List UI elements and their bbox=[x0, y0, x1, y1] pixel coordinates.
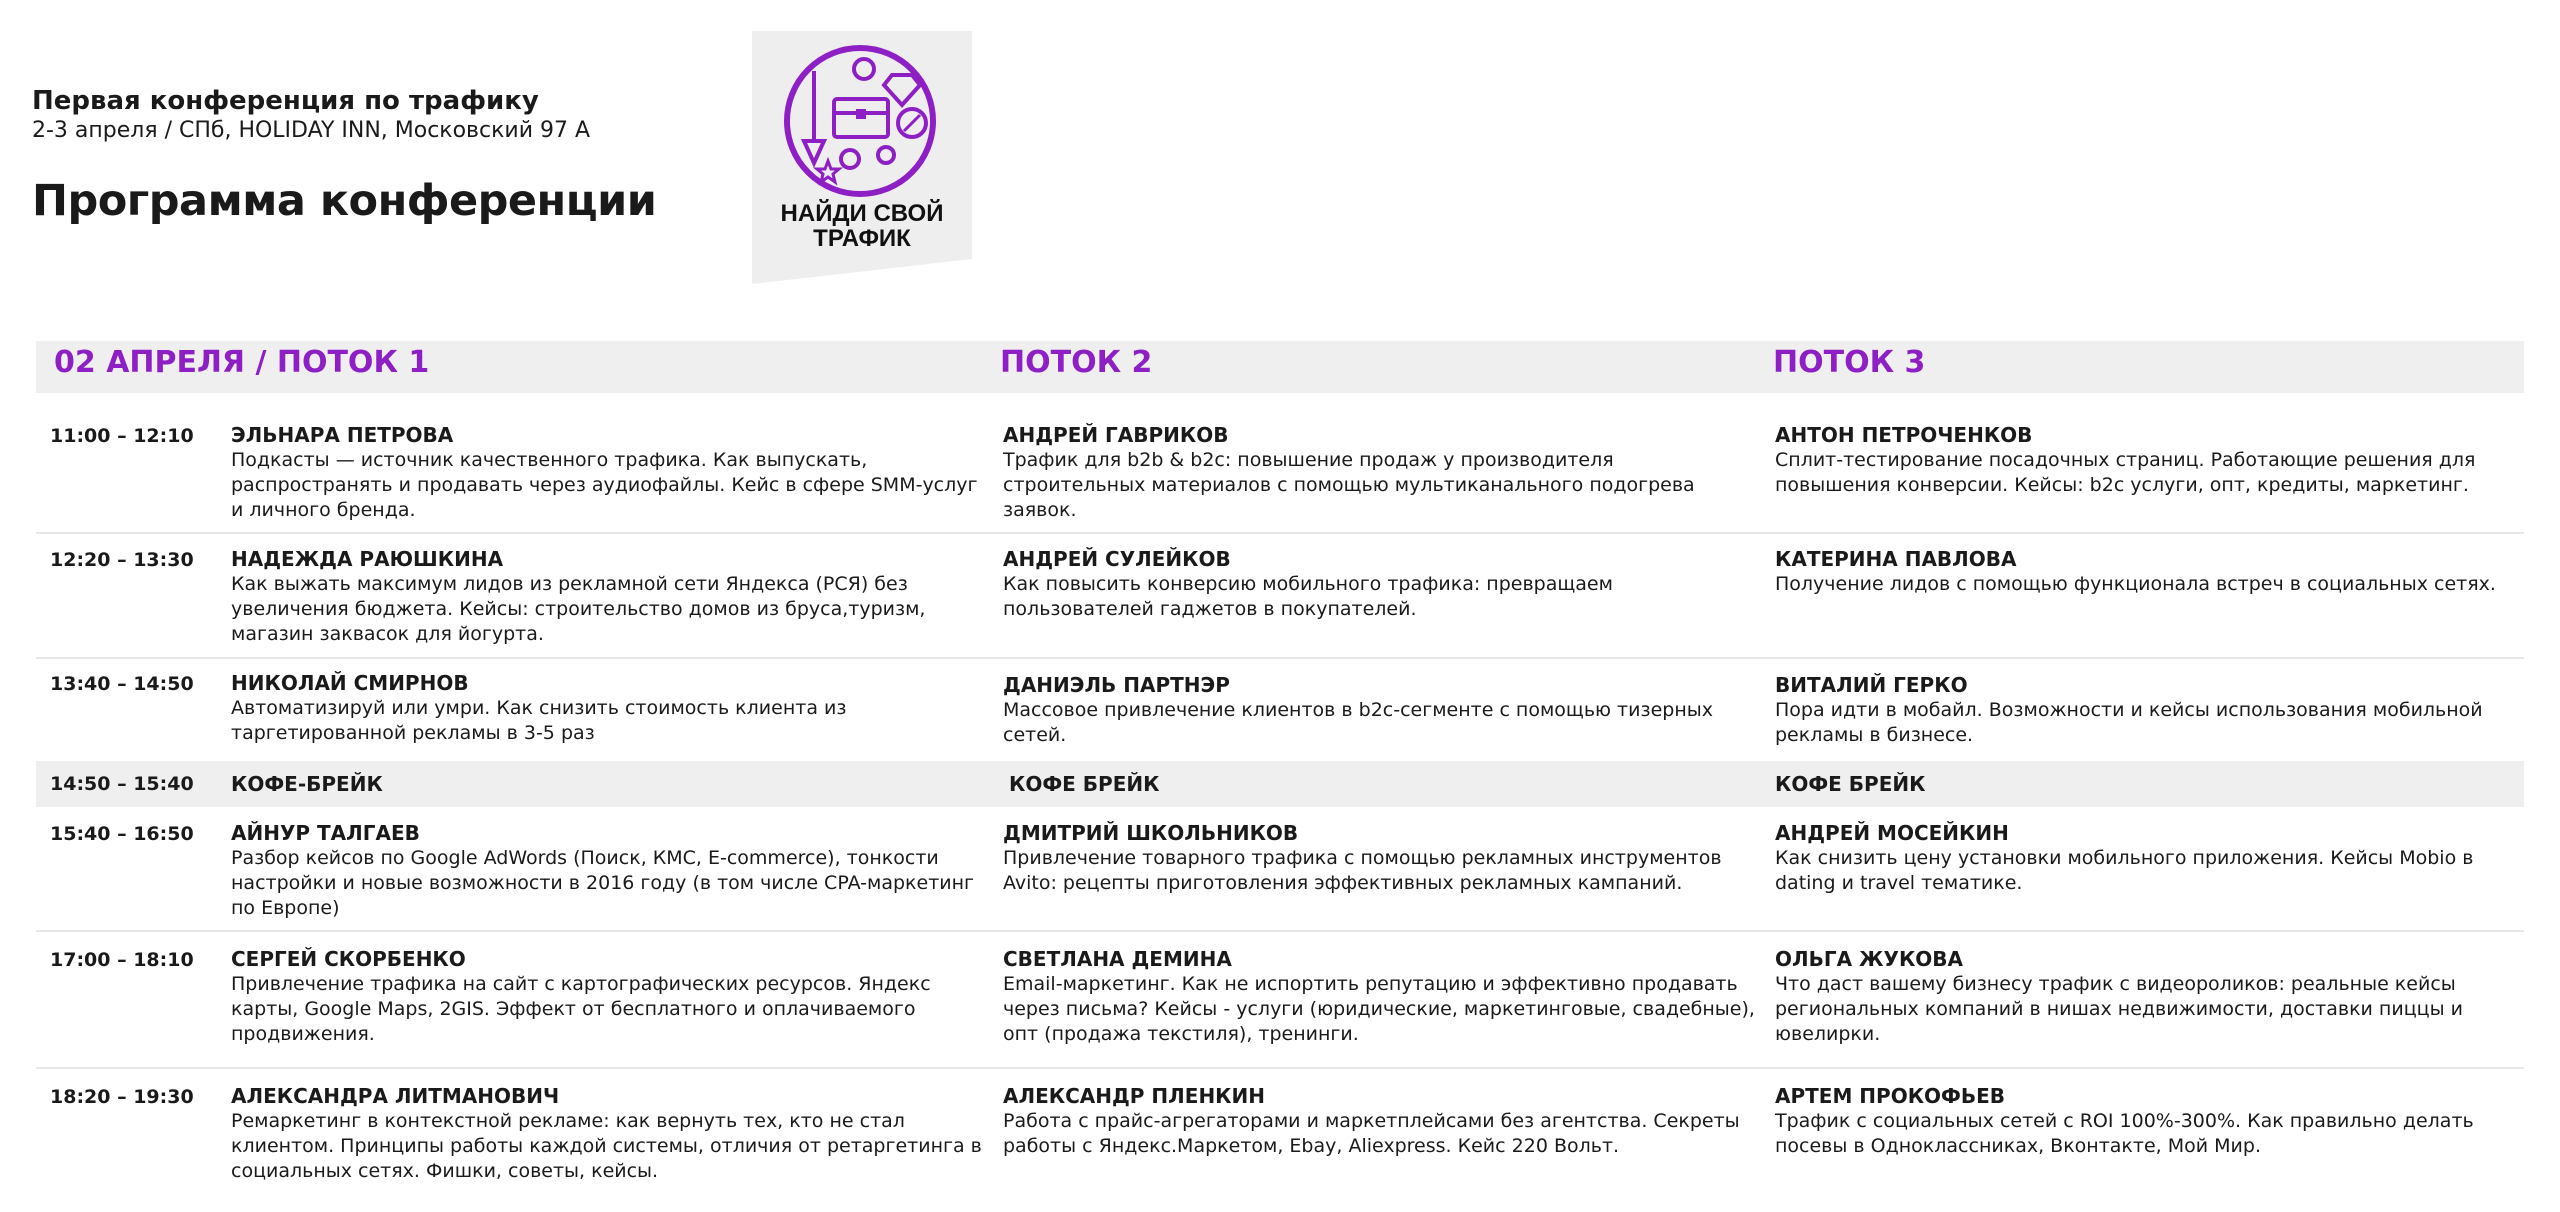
talk-cell bbox=[1775, 673, 2527, 748]
talk-topic: Ремаркетинг в контекстной рекламе: как вернуть тех, кто не стал клиентом. Принципы работы каждой системы, отличия от ретаргетинга в социальных сетях. Фишки, советы, кейсы. bbox=[231, 1110, 982, 1182]
coffee-break-label: КОФЕ-БРЕЙК bbox=[231, 772, 383, 796]
stream-header-1: 02 АПРЕЛЯ / ПОТОК 1 bbox=[54, 345, 430, 380]
coffee-break-band bbox=[36, 761, 2524, 807]
talk-cell bbox=[231, 547, 987, 647]
talk-cell bbox=[1003, 673, 1758, 748]
talk-topic: Как снизить цену установки мобильного приложения. Кейсы Mobio в dating и travel тематике. bbox=[1775, 847, 2474, 894]
speaker-name: АРТЕМ ПРОКОФЬЕВ bbox=[1775, 1084, 2006, 1108]
talk-cell bbox=[1775, 1084, 2527, 1159]
talk-cell bbox=[1775, 821, 2527, 896]
talk-cell bbox=[1003, 423, 1758, 523]
page-title: Программа конференции bbox=[32, 176, 657, 226]
talk-cell bbox=[1003, 821, 1758, 896]
stream-header-3: ПОТОК 3 bbox=[1773, 345, 1926, 380]
speaker-name: ОЛЬГА ЖУКОВА bbox=[1775, 947, 1964, 971]
coffee-break-label: КОФЕ БРЕЙК bbox=[1775, 772, 1926, 796]
conference-subtitle: 2-3 апреля / СПб, HOLIDAY INN, Московский 97 А bbox=[32, 118, 591, 143]
talk-cell bbox=[231, 423, 987, 523]
logo-text-line2: ТРАФИК bbox=[813, 225, 911, 252]
talk-topic: Трафик для b2b & b2c: повышение продаж у производителя строительных материалов с помощью мультиканального подогрева заявок. bbox=[1003, 449, 1695, 521]
talk-cell bbox=[231, 821, 987, 921]
speaker-name: ДМИТРИЙ ШКОЛЬНИКОВ bbox=[1003, 821, 1299, 845]
talk-topic: Разбор кейсов по Google AdWords (Поиск, КМС, E-commerce), тонкости настройки и новые возможности в 2016 году (в том числе CPA-маркетинг по Европе) bbox=[231, 847, 975, 919]
slot-time: 15:40 – 16:50 bbox=[50, 823, 194, 845]
logo-text-line1: НАЙДИ СВОЙ bbox=[780, 200, 944, 227]
speaker-name: АНТОН ПЕТРОЧЕНКОВ bbox=[1775, 423, 2033, 447]
slot-time: 11:00 – 12:10 bbox=[50, 425, 194, 447]
logo-text bbox=[752, 201, 972, 251]
talk-cell bbox=[231, 947, 987, 1047]
speaker-name: АЙНУР ТАЛГАЕВ bbox=[231, 821, 420, 845]
talk-topic: Массовое привлечение клиентов в b2c-сегменте с помощью тизерных сетей. bbox=[1003, 699, 1713, 746]
stream-header-2: ПОТОК 2 bbox=[1000, 345, 1153, 380]
talk-topic: Привлечение трафика на сайт с картографических ресурсов. Яндекс карты, Google Maps, 2GIS. Эффект от бесплатного и оплачиваемого продвижения. bbox=[231, 973, 931, 1045]
speaker-name: НАДЕЖДА РАЮШКИНА bbox=[231, 547, 504, 571]
speaker-name: КАТЕРИНА ПАВЛОВА bbox=[1775, 547, 2017, 571]
speaker-name: ДАНИЭЛЬ ПАРТНЭР bbox=[1003, 673, 1230, 697]
logo bbox=[752, 31, 972, 284]
coffee-break-label: КОФЕ БРЕЙК bbox=[1009, 772, 1160, 796]
break-time: 14:50 – 15:40 bbox=[50, 773, 194, 795]
talk-cell bbox=[1003, 1084, 1758, 1159]
talk-topic: Автоматизируй или умри. Как снизить стоимость клиента из таргетированной рекламы в 3-5 раз bbox=[231, 697, 847, 744]
slot-time: 17:00 – 18:10 bbox=[50, 949, 194, 971]
speaker-name: ЭЛЬНАРА ПЕТРОВА bbox=[231, 423, 454, 447]
row-separator bbox=[36, 930, 2524, 932]
speaker-name: АНДРЕЙ ГАВРИКОВ bbox=[1003, 423, 1229, 447]
talk-cell bbox=[1775, 423, 2527, 498]
talk-topic: Получение лидов с помощью функционала встреч в социальных сетях. bbox=[1775, 573, 2496, 595]
talk-cell bbox=[1775, 947, 2527, 1047]
slot-time: 12:20 – 13:30 bbox=[50, 549, 194, 571]
talk-topic: Работа с прайс-агрегаторами и маркетплейсами без агентства. Секреты работы с Яндекс.Маркетом, Ebay, Aliexpress. Кейс 220 Вольт. bbox=[1003, 1110, 1740, 1157]
talk-topic: Email-маркетинг. Как не испортить репутацию и эффективно продавать через письма? Кейсы - услуги (юридические, маркетинговые, свадебные), опт (продажа текстиля), тренинги. bbox=[1003, 973, 1755, 1045]
speaker-name: ВИТАЛИЙ ГЕРКО bbox=[1775, 673, 1968, 697]
talk-topic: Привлечение товарного трафика с помощью рекламных инструментов Avito: рецепты приготовления эффективных рекламных кампаний. bbox=[1003, 847, 1722, 894]
talk-topic: Что даст вашему бизнесу трафик с видеороликов: реальные кейсы региональных компаний в нишах недвижимости, доставки пиццы и ювелирки. bbox=[1775, 973, 2463, 1045]
speaker-name: НИКОЛАЙ СМИРНОВ bbox=[231, 671, 469, 695]
talk-topic: Как выжать максимум лидов из рекламной сети Яндекса (РСЯ) без увеличения бюджета. Кейсы: строительство домов из бруса,туризм, магазин заквасок для йогурта. bbox=[231, 573, 926, 645]
row-separator bbox=[36, 657, 2524, 659]
conference-title: Первая конференция по трафику bbox=[32, 86, 539, 116]
speaker-name: СВЕТЛАНА ДЕМИНА bbox=[1003, 947, 1232, 971]
speaker-name: АЛЕКСАНДРА ЛИТМАНОВИЧ bbox=[231, 1084, 560, 1108]
talk-cell bbox=[231, 1084, 987, 1184]
talk-cell bbox=[1003, 947, 1758, 1047]
talk-cell bbox=[1775, 547, 2527, 597]
talk-topic: Подкасты — источник качественного трафика. Как выпускать, распространять и продавать через аудиофайлы. Кейс в сфере SMM-услуг и личного бренда. bbox=[231, 449, 978, 521]
speaker-name: АНДРЕЙ СУЛЕЙКОВ bbox=[1003, 547, 1231, 571]
talk-topic: Трафик с социальных сетей с ROI 100%-300%. Как правильно делать посевы в Одноклассниках, Вконтакте, Мой Мир. bbox=[1775, 1110, 2474, 1157]
talk-topic: Как повысить конверсию мобильного трафика: превращаем пользователей гаджетов в покупателей. bbox=[1003, 573, 1613, 620]
speaker-name: АНДРЕЙ МОСЕЙКИН bbox=[1775, 821, 2009, 845]
talk-cell bbox=[1003, 547, 1758, 622]
row-separator bbox=[36, 532, 2524, 534]
talk-topic: Пора идти в мобайл. Возможности и кейсы использования мобильной рекламы в бизнесе. bbox=[1775, 699, 2483, 746]
talk-cell bbox=[231, 671, 987, 746]
slot-time: 18:20 – 19:30 bbox=[50, 1086, 194, 1108]
speaker-name: АЛЕКСАНДР ПЛЕНКИН bbox=[1003, 1084, 1266, 1108]
row-separator bbox=[36, 1067, 2524, 1069]
talk-topic: Сплит-тестирование посадочных страниц. Работающие решения для повышения конверсии. Кейсы: b2c услуги, опт, кредиты, маркетинг. bbox=[1775, 449, 2476, 496]
speaker-name: СЕРГЕЙ СКОРБЕНКО bbox=[231, 947, 466, 971]
slot-time: 13:40 – 14:50 bbox=[50, 673, 194, 695]
